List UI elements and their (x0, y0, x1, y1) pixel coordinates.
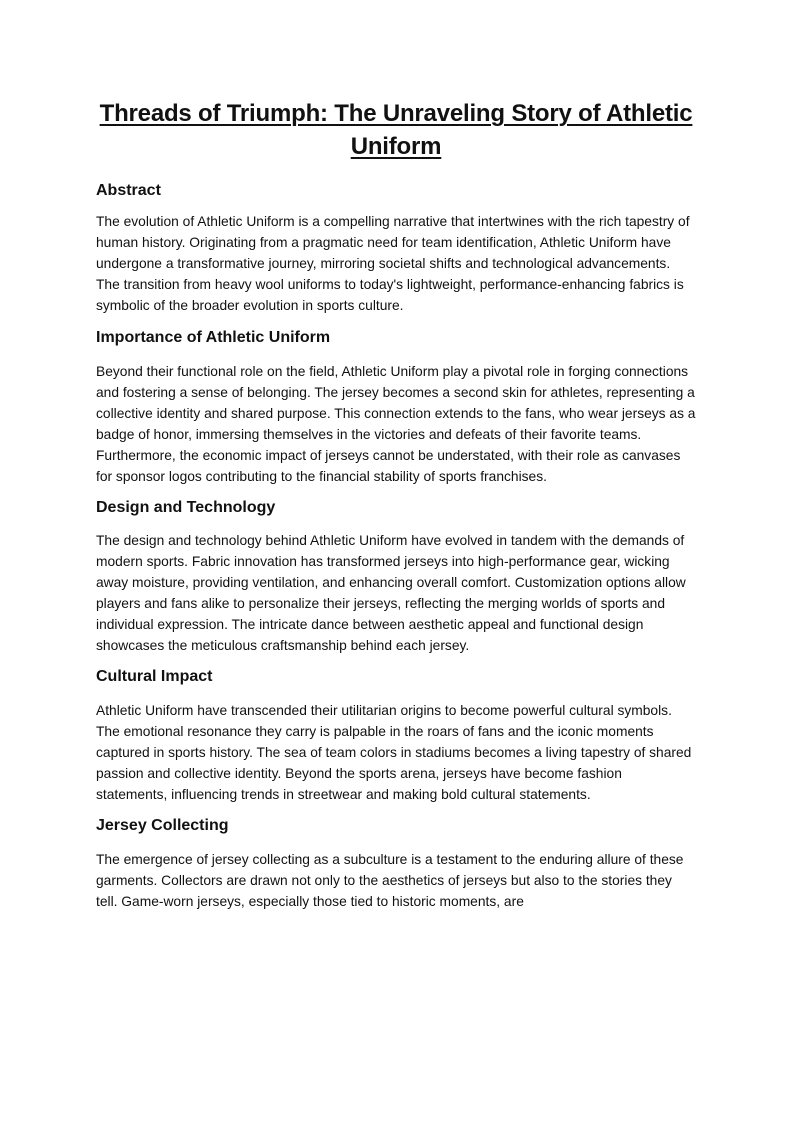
section-paragraph-abstract: The evolution of Athletic Uniform is a compelling narrative that intertwines with the rich tapestry of human history. Originating from a pragmatic need for team identification, Athletic Uniform have undergone a transformative journey, mirroring societal shifts and technological advancements. The transition from heavy wool uniforms to today's lightweight, performance-enhancing fabrics is symbolic of the broader evolution in sports culture. (96, 214, 690, 313)
section-heading-jersey-collecting: Jersey Collecting (96, 817, 229, 834)
section-heading-cultural-impact: Cultural Impact (96, 668, 213, 685)
section-heading-importance: Importance of Athletic Uniform (96, 329, 331, 346)
section-paragraph-cultural-impact: Athletic Uniform have transcended their utilitarian origins to become powerful cultural symbols. The emotional resonance they carry is palpable in the roars of fans and the iconic moments captured in sports history. The sea of team colors in stadiums becomes a living tapestry of shared passion and collective identity. Beyond the sports arena, jerseys have become fashion statements, influencing trends in streetwear and making bold cultural statements. (96, 703, 692, 802)
section-paragraph-importance: Beyond their functional role on the field, Athletic Uniform play a pivotal role in forging connections and fostering a sense of belonging. The jersey becomes a second skin for athletes, representing a collective identity and shared purpose. This connection extends to the fans, who wear jerseys as a badge of honor, immersing themselves in the victories and defeats of their favorite teams. Furthermore, the economic impact of jerseys cannot be understated, with their role as canvases for sponsor logos contributing to the financial stability of sports franchises. (96, 364, 696, 484)
section-heading-abstract: Abstract (96, 182, 161, 199)
section-paragraph-design-technology: The design and technology behind Athletic Uniform have evolved in tandem with the demands of modern sports. Fabric innovation has transformed jerseys into high-performance gear, wicking away moisture, providing ventilation, and enhancing overall comfort. Customization options allow players and fans alike to personalize their jerseys, reflecting the merging worlds of sports and individual expression. The intricate dance between aesthetic appeal and functional design showcases the meticulous craftsmanship behind each jersey. (96, 533, 686, 653)
document-page (96, 0, 696, 912)
section-heading-design-technology: Design and Technology (96, 499, 276, 516)
document-title: Threads of Triumph: The Unraveling Story of Athletic Uniform (99, 100, 693, 160)
section-paragraph-jersey-collecting: The emergence of jersey collecting as a subculture is a testament to the enduring allure of these garments. Collectors are drawn not only to the aesthetics of jerseys but also to the stories they tell. Game-worn jerseys, especially those tied to historic moments, are (96, 852, 684, 909)
